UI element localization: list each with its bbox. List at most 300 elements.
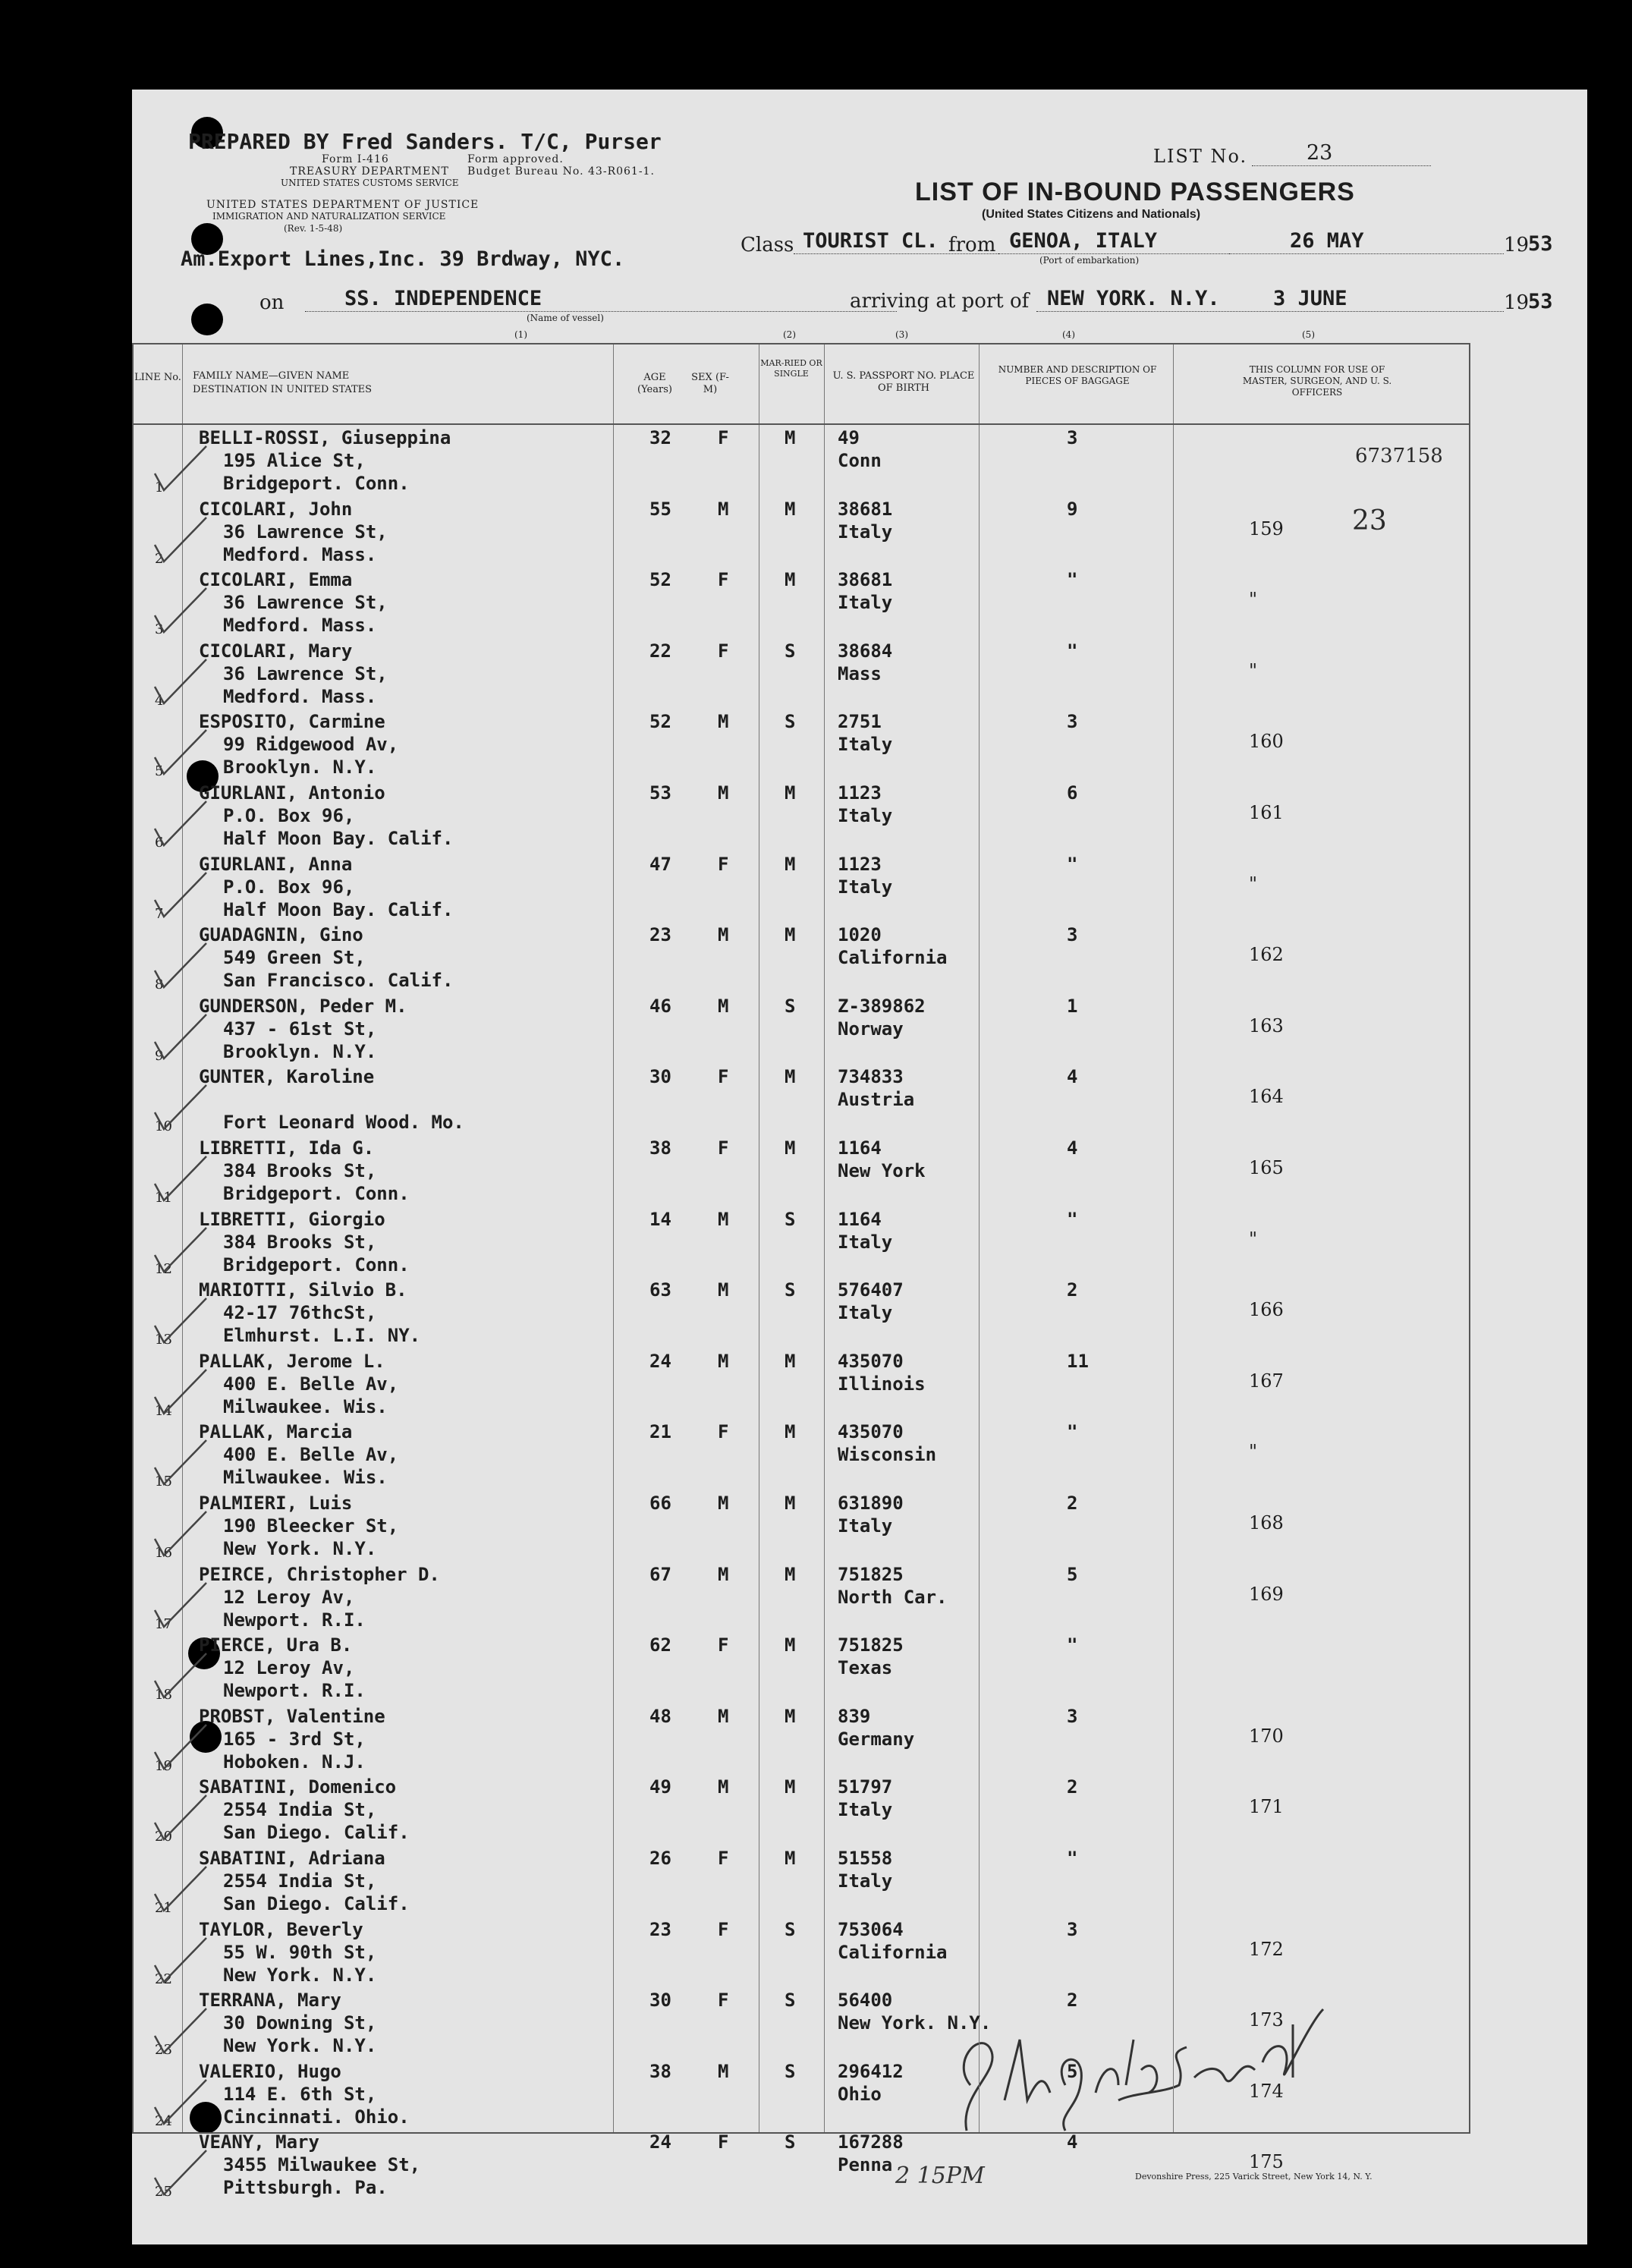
passenger-sex: M (718, 1705, 729, 1727)
vessel-note: (Name of vessel) (527, 313, 604, 323)
passenger-name: CICOLARI, Mary (199, 640, 353, 662)
passenger-passport: 38681 (838, 569, 893, 591)
passenger-name: CICOLARI, John (199, 498, 353, 520)
passenger-city: Milwaukee. Wis. (223, 1467, 388, 1489)
passenger-name: CICOLARI, Emma (199, 569, 353, 591)
punch-hole (191, 304, 223, 335)
passenger-age: 48 (649, 1705, 671, 1727)
check-mark-icon (149, 656, 209, 709)
passenger-baggage: " (1067, 1848, 1078, 1869)
passenger-name: SABATINI, Domenico (199, 1776, 397, 1798)
list-number: 23 (1307, 141, 1333, 165)
passenger-sex: M (718, 1563, 729, 1585)
table-row (134, 995, 1469, 1066)
table-row (134, 568, 1469, 640)
header-divider (134, 423, 1469, 425)
customs-service: UNITED STATES CUSTOMS SERVICE (281, 178, 459, 188)
col-num-2: (2) (783, 329, 796, 340)
passenger-city: New York. N.Y. (223, 2035, 377, 2057)
passenger-age: 26 (649, 1848, 671, 1869)
passenger-officer-no: 159 (1249, 517, 1284, 539)
table-row (134, 1705, 1469, 1776)
table-row (134, 1492, 1469, 1563)
passenger-baggage: 2 (1067, 1279, 1078, 1301)
passenger-officer-no: 171 (1249, 1796, 1284, 1818)
line-number: 12 (155, 1260, 172, 1277)
form-revision: (Rev. 1-5-48) (284, 223, 343, 234)
passenger-officer-no: 163 (1249, 1014, 1284, 1036)
passenger-age: 22 (649, 640, 671, 662)
passenger-birthplace: Ohio (838, 2083, 882, 2105)
passenger-marital: M (785, 1137, 796, 1159)
passenger-city: Half Moon Bay. Calif. (223, 828, 454, 849)
line-number: 20 (155, 1829, 172, 1845)
passenger-passport: 167288 (838, 2131, 904, 2153)
passenger-age: 14 (649, 1208, 671, 1230)
passenger-city: Newport. R.I. (223, 1680, 366, 1702)
line-number: 4 (155, 692, 164, 709)
table-row (134, 782, 1469, 853)
passenger-baggage: " (1067, 640, 1078, 662)
passenger-age: 55 (649, 498, 671, 520)
check-mark-icon (149, 2077, 209, 2130)
passenger-officer-no: 170 (1249, 1725, 1284, 1747)
check-mark-icon (149, 940, 209, 993)
arriving-label: arriving at port of (850, 290, 1030, 313)
header-line-no: LINE No. (134, 372, 181, 383)
passenger-street: 36 Lawrence St, (223, 662, 388, 684)
passenger-name: PIERCE, Ura B. (199, 1634, 353, 1656)
passenger-street: 165 - 3rd St, (223, 1728, 366, 1750)
passenger-age: 47 (649, 853, 671, 875)
arrival-field (1036, 287, 1504, 312)
line-number: 13 (155, 1332, 172, 1348)
passenger-sex: F (718, 1066, 729, 1088)
passenger-age: 49 (649, 1776, 671, 1798)
line-number: 10 (155, 1118, 172, 1135)
passenger-birthplace: Italy (838, 1302, 893, 1324)
passenger-marital: S (785, 1918, 796, 1940)
passenger-sex: M (718, 782, 729, 804)
passenger-baggage: " (1067, 1208, 1078, 1230)
passenger-street: 2554 India St, (223, 1870, 377, 1892)
passenger-city: Medford. Mass. (223, 543, 377, 565)
bottom-note: 2 15PM (895, 2163, 985, 2189)
passenger-name: VALERIO, Hugo (199, 2060, 341, 2082)
passenger-baggage: 2 (1067, 1493, 1078, 1514)
arrival-port: NEW YORK. N.Y. (1047, 287, 1220, 310)
passenger-sex: M (718, 1350, 729, 1372)
line-number: 6 (155, 835, 164, 851)
passenger-marital: M (785, 498, 796, 520)
class-label: Class (741, 234, 794, 256)
check-mark-icon (149, 1650, 209, 1703)
table-row (134, 1065, 1469, 1137)
passenger-birthplace: Mass (838, 662, 882, 684)
line-number: 16 (155, 1545, 172, 1561)
passenger-passport: 38684 (838, 640, 893, 662)
passenger-baggage: 3 (1067, 427, 1078, 448)
passenger-age: 67 (649, 1563, 671, 1585)
form-number: Form I-416 (322, 153, 389, 165)
passenger-name: LIBRETTI, Ida G. (199, 1137, 375, 1159)
passenger-name: LIBRETTI, Giorgio (199, 1208, 385, 1230)
passenger-sex: M (718, 711, 729, 733)
table-row (134, 1776, 1469, 1847)
printer-credit: Devonshire Press, 225 Varick Street, New York 14, N. Y. (1135, 2172, 1373, 2181)
passenger-sex: F (718, 1990, 729, 2012)
passenger-passport: 49 (838, 427, 860, 448)
table-row (134, 1847, 1469, 1918)
passenger-passport: 435070 (838, 1421, 904, 1443)
passenger-street: 384 Brooks St, (223, 1160, 377, 1181)
vessel-field (305, 287, 897, 312)
passenger-city: Bridgeport. Conn. (223, 1183, 410, 1204)
passenger-birthplace: Italy (838, 805, 893, 826)
passenger-birthplace: New York (838, 1160, 926, 1181)
passenger-age: 23 (649, 924, 671, 946)
passenger-passport: 751825 (838, 1634, 904, 1656)
passenger-city: New York. N.Y. (223, 1964, 377, 1986)
header-destination: DESTINATION IN UNITED STATES (193, 384, 373, 395)
passenger-officer-no: 167 (1249, 1370, 1284, 1392)
passenger-marital: S (785, 711, 796, 733)
passenger-street: 36 Lawrence St, (223, 521, 388, 543)
line-number: 9 (155, 1047, 164, 1064)
passenger-baggage: 11 (1067, 1350, 1089, 1372)
passenger-passport: 435070 (838, 1350, 904, 1372)
line-number: 3 (155, 621, 164, 638)
passenger-street: 384 Brooks St, (223, 1231, 377, 1253)
line-number: 24 (155, 2112, 172, 2129)
passenger-name: GUNDERSON, Peder M. (199, 995, 407, 1017)
passenger-officer-no: " (1249, 873, 1258, 895)
table-row (134, 426, 1469, 498)
passenger-age: 21 (649, 1421, 671, 1443)
passenger-name: TERRANA, Mary (199, 1990, 341, 2012)
passenger-baggage: 1 (1067, 995, 1078, 1017)
check-mark-icon (149, 727, 209, 780)
passenger-name: GIURLANI, Antonio (199, 782, 385, 804)
line-number: 19 (155, 1757, 172, 1774)
header-name: FAMILY NAME—GIVEN NAME (193, 370, 350, 382)
passenger-birthplace: Italy (838, 1799, 893, 1821)
passenger-street: 42-17 76thcSt, (223, 1302, 377, 1324)
line-number: 8 (155, 977, 164, 993)
col-num-5: (5) (1302, 329, 1315, 340)
passenger-birthplace: Germany (838, 1728, 915, 1750)
passenger-age: 52 (649, 711, 671, 733)
passenger-birthplace: Illinois (838, 1373, 926, 1395)
passenger-baggage: 9 (1067, 498, 1078, 520)
check-mark-icon (149, 1367, 209, 1420)
line-number: 14 (155, 1402, 172, 1419)
passenger-birthplace: Austria (838, 1089, 915, 1111)
passenger-birthplace: Wisconsin (838, 1444, 937, 1466)
passenger-passport: 1123 (838, 782, 882, 804)
passenger-street: 55 W. 90th St, (223, 1941, 377, 1963)
passenger-name: PEIRCE, Christopher D. (199, 1563, 440, 1585)
document-subtitle: (United States Citizens and Nationals) (982, 208, 1201, 221)
passenger-passport: Z-389862 (838, 995, 926, 1017)
col-num-3: (3) (895, 329, 908, 340)
table-row (134, 923, 1469, 995)
passenger-passport: 631890 (838, 1493, 904, 1514)
list-label: LIST No. (1153, 146, 1248, 167)
passenger-street: 114 E. 6th St, (223, 2083, 377, 2105)
passenger-marital: M (785, 924, 796, 946)
side-number: 23 (1352, 505, 1387, 536)
passenger-age: 38 (649, 1137, 671, 1159)
passenger-birthplace: Penna (838, 2154, 893, 2176)
table-row (134, 853, 1469, 924)
passenger-sex: F (718, 1634, 729, 1656)
passenger-sex: F (718, 569, 729, 591)
passenger-city: Hoboken. N.J. (223, 1751, 366, 1773)
passenger-street: 30 Downing St, (223, 2012, 377, 2034)
passenger-city: Brooklyn. N.Y. (223, 757, 377, 779)
line-number: 2 (155, 550, 164, 567)
table-row (134, 2131, 1469, 2202)
passenger-officer-no: " (1249, 589, 1258, 611)
passenger-officer-no: 173 (1249, 2009, 1284, 2031)
on-label: on (259, 291, 285, 314)
passenger-name: PALLAK, Jerome L. (199, 1350, 385, 1372)
passenger-birthplace: Italy (838, 1515, 893, 1537)
passenger-officer-no: 172 (1249, 1938, 1284, 1960)
passenger-name: PALLAK, Marcia (199, 1421, 353, 1443)
vessel-name: SS. INDEPENDENCE (344, 287, 542, 310)
line-number: 23 (155, 2042, 172, 2059)
passenger-marital: M (785, 1705, 796, 1727)
passenger-city: Bridgeport. Conn. (223, 1254, 410, 1276)
immigration-service: IMMIGRATION AND NATURALIZATION SERVICE (212, 211, 446, 222)
passenger-sex: F (718, 1918, 729, 1940)
passenger-name: MARIOTTI, Silvio B. (199, 1279, 407, 1301)
passenger-marital: M (785, 1493, 796, 1514)
embark-year: 53 (1528, 232, 1553, 256)
passenger-sex: F (718, 853, 729, 875)
passenger-age: 38 (649, 2060, 671, 2082)
passenger-passport: 51797 (838, 1776, 893, 1798)
check-mark-icon (149, 443, 209, 496)
passenger-officer-no: 161 (1249, 802, 1284, 823)
passenger-sex: F (718, 640, 729, 662)
passenger-passport: 839 (838, 1705, 871, 1727)
passenger-passport: 2751 (838, 711, 882, 733)
passenger-city: Medford. Mass. (223, 615, 377, 637)
passenger-age: 30 (649, 1990, 671, 2012)
passenger-passport: 1020 (838, 924, 882, 946)
check-mark-icon (149, 1935, 209, 1988)
passenger-street: 12 Leroy Av, (223, 1657, 355, 1679)
passenger-baggage: " (1067, 1634, 1078, 1656)
passenger-marital: M (785, 1066, 796, 1088)
passenger-marital: S (785, 995, 796, 1017)
document-title: LIST OF IN-BOUND PASSENGERS (915, 178, 1355, 206)
passenger-baggage: " (1067, 853, 1078, 875)
passenger-marital: M (785, 853, 796, 875)
passenger-name: ESPOSITO, Carmine (199, 711, 385, 733)
passenger-passport: 1164 (838, 1137, 882, 1159)
passenger-marital: S (785, 1990, 796, 2012)
line-number: 21 (155, 1900, 172, 1916)
header-age: AGE (Years) (637, 372, 672, 395)
passenger-marital: M (785, 1421, 796, 1443)
line-number: 22 (155, 1971, 172, 1987)
check-mark-icon (149, 1225, 209, 1278)
passenger-age: 53 (649, 782, 671, 804)
passenger-officer-no: 174 (1249, 2080, 1284, 2102)
passenger-officer-no: 168 (1249, 1512, 1284, 1533)
table-row (134, 1420, 1469, 1492)
passenger-birthplace: Italy (838, 734, 893, 756)
from-value: GENOA, ITALY (1009, 229, 1158, 253)
passenger-officer-no: 175 (1249, 2151, 1284, 2173)
passenger-passport: 56400 (838, 1990, 893, 2012)
embark-year-prefix: 19 (1504, 234, 1530, 256)
header-sex: SEX (F-M) (691, 372, 729, 395)
passenger-sex: F (718, 1137, 729, 1159)
table-row (134, 640, 1469, 711)
passenger-passport: 751825 (838, 1563, 904, 1585)
passenger-marital: M (785, 569, 796, 591)
passenger-name: TAYLOR, Beverly (199, 1918, 363, 1940)
class-value: TOURIST CL. (803, 229, 939, 253)
check-mark-icon (149, 1153, 209, 1206)
table-row (134, 498, 1469, 569)
check-mark-icon (149, 1792, 209, 1845)
arrival-year-prefix: 19 (1504, 291, 1530, 314)
passenger-marital: M (785, 1350, 796, 1372)
passenger-age: 24 (649, 2131, 671, 2153)
passenger-baggage: 3 (1067, 1918, 1078, 1940)
passenger-officer-no: 164 (1249, 1086, 1284, 1108)
passenger-passport: 1164 (838, 1208, 882, 1230)
table-row (134, 2060, 1469, 2131)
passenger-age: 62 (649, 1634, 671, 1656)
passenger-baggage: " (1067, 1421, 1078, 1443)
passenger-passport: 296412 (838, 2060, 904, 2082)
passenger-sex: F (718, 1848, 729, 1869)
passenger-baggage: 2 (1067, 1776, 1078, 1798)
passenger-sex: F (718, 2131, 729, 2153)
passenger-marital: M (785, 1848, 796, 1869)
passenger-officer-no: 160 (1249, 731, 1284, 753)
passenger-marital: M (785, 782, 796, 804)
embark-date: 26 MAY (1290, 229, 1364, 253)
passenger-name: PROBST, Valentine (199, 1705, 385, 1727)
passenger-street: 2554 India St, (223, 1799, 377, 1821)
passenger-marital: M (785, 1776, 796, 1798)
justice-dept: UNITED STATES DEPARTMENT OF JUSTICE (206, 199, 480, 211)
passenger-age: 30 (649, 1066, 671, 1088)
list-number-field (1252, 141, 1431, 166)
passenger-age: 24 (649, 1350, 671, 1372)
check-mark-icon (149, 870, 209, 923)
header-baggage: NUMBER AND DESCRIPTION OF PIECES OF BAGGAGE (998, 364, 1157, 386)
passenger-name: GUADAGNIN, Gino (199, 924, 363, 946)
from-label: from (948, 234, 996, 256)
passenger-name: PALMIERI, Luis (199, 1493, 353, 1514)
arrival-date: 3 JUNE (1273, 287, 1347, 310)
passenger-street: 437 - 61st St, (223, 1018, 377, 1040)
passenger-birthplace: Italy (838, 521, 893, 543)
table-row (134, 710, 1469, 782)
passenger-street: 549 Green St, (223, 947, 366, 969)
check-mark-icon (149, 1437, 209, 1490)
passenger-street: P.O. Box 96, (223, 876, 355, 898)
check-mark-icon (149, 514, 209, 568)
passenger-city: San Diego. Calif. (223, 1822, 410, 1844)
line-number: 1 (155, 480, 164, 495)
passenger-name: GUNTER, Karoline (199, 1066, 375, 1088)
passenger-passport: 51558 (838, 1848, 893, 1869)
check-mark-icon (149, 1864, 209, 1917)
passenger-officer-no: " (1249, 1441, 1258, 1463)
passenger-baggage: 6 (1067, 782, 1078, 804)
passenger-city: San Diego. Calif. (223, 1893, 410, 1914)
passenger-baggage: " (1067, 569, 1078, 591)
company-line: Am.Export Lines,Inc. 39 Brdway, NYC. (181, 247, 625, 271)
line-number: 7 (155, 905, 164, 922)
line-number: 5 (155, 763, 164, 780)
table-row (134, 1989, 1469, 2060)
port-embark-note: (Port of embarkation) (1039, 255, 1140, 266)
header-passport: U. S. PASSPORT NO. PLACE OF BIRTH (832, 370, 975, 394)
passenger-street: 195 Alice St, (223, 450, 366, 471)
check-mark-icon (149, 1508, 209, 1562)
passenger-city: Cincinnati. Ohio. (223, 2106, 410, 2128)
passenger-officer-no: " (1249, 1228, 1258, 1250)
passenger-sex: M (718, 924, 729, 946)
check-mark-icon (149, 1580, 209, 1633)
treasury-dept: TREASURY DEPARTMENT (290, 165, 449, 178)
check-mark-icon (149, 1295, 209, 1348)
passenger-age: 32 (649, 427, 671, 448)
form-approved: Form approved. (467, 153, 564, 165)
passenger-baggage: 3 (1067, 924, 1078, 946)
passenger-birthplace: Italy (838, 592, 893, 614)
passenger-age: 66 (649, 1493, 671, 1514)
passenger-city: New York. N.Y. (223, 1538, 377, 1559)
passenger-marital: S (785, 2131, 796, 2153)
passenger-birthplace: Italy (838, 1870, 893, 1892)
passenger-street: 12 Leroy Av, (223, 1586, 355, 1608)
passenger-street: 400 E. Belle Av, (223, 1444, 399, 1466)
check-mark-icon (149, 1082, 209, 1135)
passenger-city: Pittsburgh. Pa. (223, 2177, 388, 2199)
passenger-passport: 38681 (838, 498, 893, 520)
first-officer-number: 6737158 (1355, 445, 1443, 467)
passenger-sex: F (718, 1421, 729, 1443)
passenger-birthplace: North Car. (838, 1586, 948, 1608)
arrival-year: 53 (1528, 290, 1553, 313)
passenger-city: Newport. R.I. (223, 1609, 366, 1631)
passenger-baggage: 2 (1067, 1990, 1078, 2012)
passenger-birthplace: California (838, 947, 948, 969)
passenger-birthplace: Conn (838, 450, 882, 471)
col-num-4: (4) (1062, 329, 1075, 340)
passenger-marital: M (785, 427, 796, 448)
passenger-birthplace: Norway (838, 1018, 904, 1040)
passenger-street: 99 Ridgewood Av, (223, 734, 399, 756)
passenger-sex: F (718, 427, 729, 448)
passenger-sex: M (718, 2060, 729, 2082)
passenger-birthplace: Texas (838, 1657, 893, 1679)
table-row (134, 1918, 1469, 1990)
passenger-marital: M (785, 1634, 796, 1656)
